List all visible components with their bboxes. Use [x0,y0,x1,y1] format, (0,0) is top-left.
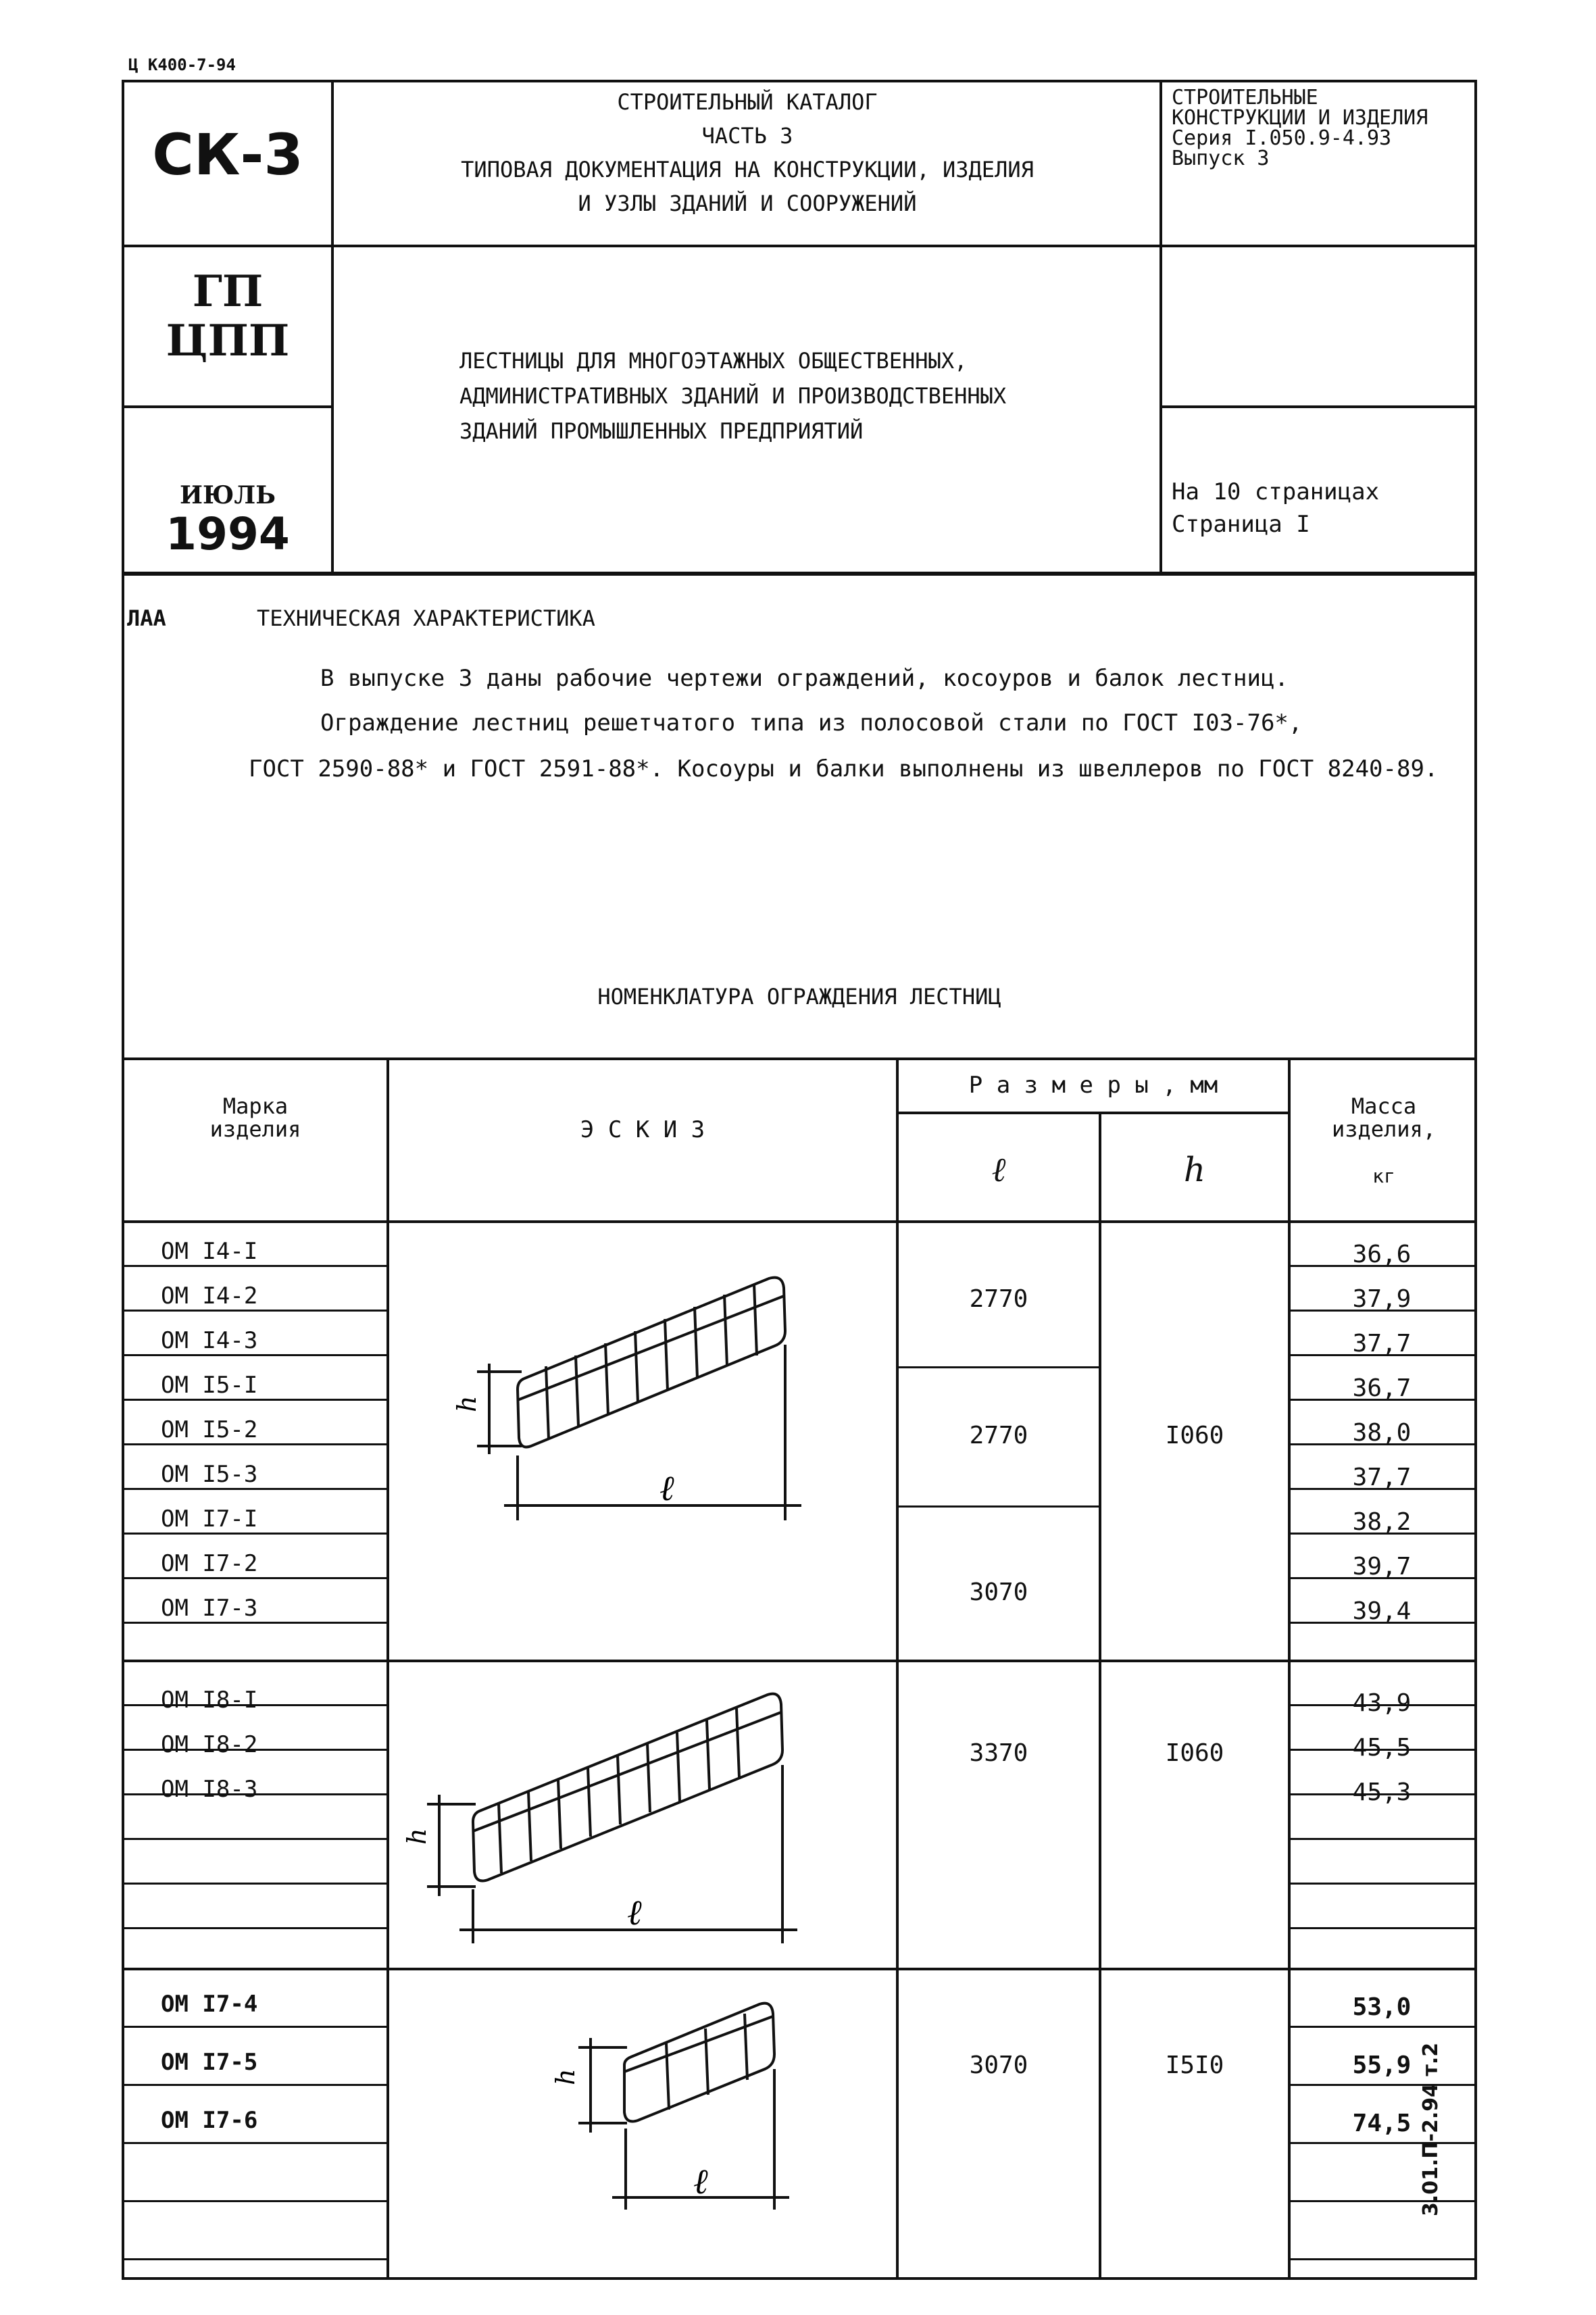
mark-om14-2: ОМ I4-2 [161,1283,258,1310]
year: 1994 [166,508,290,560]
row-line-mark [122,1488,386,1490]
mark-om18-1: ОМ I8-I [161,1687,258,1714]
catalog-line-4: И УЗЛЫ ЗДАНИЙ И СООРУЖЕНИЙ [578,191,917,216]
subject-line-3: ЗДАНИЙ ПРОМЫШЛЕННЫХ ПРЕДПРИЯТИЙ [459,418,864,444]
row-line-mark [122,2026,386,2028]
sketch-3-l-label: ℓ [693,2162,708,2202]
para-line-1: В выпуске 3 даны рабочие чертежи ограждений, косоуров и балок лестниц. [320,665,1289,692]
col-l-header: ℓ [991,1150,1006,1189]
railing-sketch-2 [389,1662,896,1968]
mass-om17-2: 39,7 [1352,1553,1412,1580]
sketch-2-l-label: ℓ [627,1893,642,1933]
side-code: 3.01.П-2.94 т.2 [1419,2042,1443,2216]
series-line-2: КОНСТРУКЦИИ И ИЗДЕЛИЯ [1172,106,1428,130]
row-line-mark [122,1399,386,1401]
mass-om17-4: 53,0 [1352,1993,1412,2021]
row-line-mark [122,1310,386,1312]
mass-om18-3: 45,3 [1352,1778,1412,1806]
railing-sketch-3 [389,1970,896,2279]
mark-om17-6: ОМ I7-6 [161,2107,258,2134]
doc-code: Ц К400-7-94 [128,55,236,74]
l-value-om17-b: 3070 [969,2051,1028,2079]
mass-om17-3: 39,4 [1352,1597,1412,1625]
mark-om15-1: ОМ I5-I [161,1372,258,1399]
mass-om15-3: 37,7 [1352,1464,1412,1491]
row-line-mark [122,2142,386,2144]
h-value-group-1: I060 [1165,1422,1224,1449]
mass-om18-2: 45,5 [1352,1734,1412,1762]
catalog-line-2: ЧАСТЬ 3 [701,123,793,149]
row-line-mark [122,1265,386,1267]
mass-om17-1: 38,2 [1352,1508,1412,1536]
mass-om14-3: 37,7 [1352,1330,1412,1358]
row-line-mass [1288,2258,1477,2260]
railing-sketch-1 [389,1223,896,1660]
col-mass-header-3: кг [1372,1165,1395,1187]
row-line-mass [1288,2084,1477,2086]
h-value-group-2: I060 [1165,1739,1224,1767]
row-line-mark [122,1927,386,1929]
catalog-line-1: СТРОИТЕЛЬНЫЙ КАТАЛОГ [617,89,878,115]
mark-om17-1: ОМ I7-I [161,1505,258,1533]
row-line-mark [122,1577,386,1579]
catalog-line-3: ТИПОВАЯ ДОКУМЕНТАЦИЯ НА КОНСТРУКЦИИ, ИЗДЕЛИЯ [461,157,1034,182]
row-line-mark [122,1533,386,1535]
para-line-3: ГОСТ 2590-88* и ГОСТ 2591-88*. Косоуры и балки выполнены из швеллеров по ГОСТ 8240-89. [249,755,1439,782]
series-line-4: Выпуск 3 [1172,147,1270,170]
sketch-2-h-label: h [402,1828,432,1845]
col-mark-header-1: Марка [222,1093,289,1119]
mass-om15-1: 36,7 [1352,1374,1412,1402]
col-mark-header-2: изделия [209,1116,301,1142]
row-line-mass [1288,1838,1477,1840]
subject-line-2: АДМИНИСТРАТИВНЫХ ЗДАНИЙ И ПРОИЗВОДСТВЕННЫХ [459,383,1007,409]
l-value-om15: 2770 [969,1422,1028,1449]
row-line-mass [1288,1927,1477,1929]
mark-om17-2: ОМ I7-2 [161,1550,258,1577]
org-line-2: ЦПП [166,316,290,366]
mark-om17-3: ОМ I7-3 [161,1595,258,1622]
pages-count: На 10 страницах [1172,478,1380,505]
row-line-mark [122,1622,386,1624]
mark-om14-3: ОМ I4-3 [161,1327,258,1354]
row-line-mass [1288,2026,1477,2028]
h-value-group-3: I5I0 [1165,2051,1224,2079]
mass-om14-2: 37,9 [1352,1285,1412,1313]
mark-om15-3: ОМ I5-3 [161,1461,258,1488]
row-line-mark [122,1838,386,1840]
col-mass-header-1: Масса [1351,1093,1417,1119]
mass-om15-2: 38,0 [1352,1419,1412,1447]
mass-om17-6: 74,5 [1352,2110,1412,2137]
nomenclature-title: НОМЕНКЛАТУРА ОГРАЖДЕНИЯ ЛЕСТНИЦ [597,984,1001,1010]
mark-om18-2: ОМ I8-2 [161,1731,258,1758]
ck-code: СК-3 [152,122,303,188]
mark-om17-4: ОМ I7-4 [161,1991,258,2018]
col-h-header: h [1183,1150,1206,1189]
series-line-3: Серия I.050.9-4.93 [1172,126,1392,150]
series-line-1: СТРОИТЕЛЬНЫЕ [1172,86,1318,109]
subject-line-1: ЛЕСТНИЦЫ ДЛЯ МНОГОЭТАЖНЫХ ОБЩЕСТВЕННЫХ, [459,348,968,374]
mass-om18-1: 43,9 [1352,1689,1412,1717]
month: ИЮЛЬ [180,481,276,509]
col-sizes-header: Р а з м е р ы , мм [968,1072,1218,1099]
row-line-mark [122,1443,386,1445]
para-line-2: Ограждение лестниц решетчатого типа из полосовой стали по ГОСТ I03-76*, [320,710,1303,737]
sketch-1-h-label: h [452,1395,482,1412]
mass-om14-1: 36,6 [1352,1241,1412,1268]
sketch-1-l-label: ℓ [659,1468,674,1509]
sketch-3-h-label: h [551,2068,580,2085]
col-mass-header-2: изделия, [1331,1116,1437,1142]
row-line-mass [1288,1883,1477,1885]
l-value-om14: 2770 [969,1285,1028,1313]
col-sketch-header: Э С К И З [580,1116,705,1143]
row-line-mark [122,2200,386,2202]
mass-om17-5: 55,9 [1352,2051,1412,2079]
mark-om17-5: ОМ I7-5 [161,2049,258,2076]
row-line-mark [122,2084,386,2086]
row-line-mark [122,1883,386,1885]
row-line-mass [1288,2200,1477,2202]
row-line-mark [122,2258,386,2260]
l-value-om17: 3070 [969,1578,1028,1606]
row-line-mark [122,1354,386,1356]
l-value-om18: 3370 [969,1739,1028,1767]
page-number: Страница I [1172,511,1310,538]
section-code: ЛАА [127,605,166,631]
mark-om15-2: ОМ I5-2 [161,1416,258,1443]
mark-om18-3: ОМ I8-3 [161,1776,258,1803]
section-title: ТЕХНИЧЕСКАЯ ХАРАКТЕРИСТИКА [257,605,595,631]
row-line-mass [1288,2142,1477,2144]
mark-om14-1: ОМ I4-I [161,1238,258,1265]
org-line-1: ГП [192,266,264,317]
